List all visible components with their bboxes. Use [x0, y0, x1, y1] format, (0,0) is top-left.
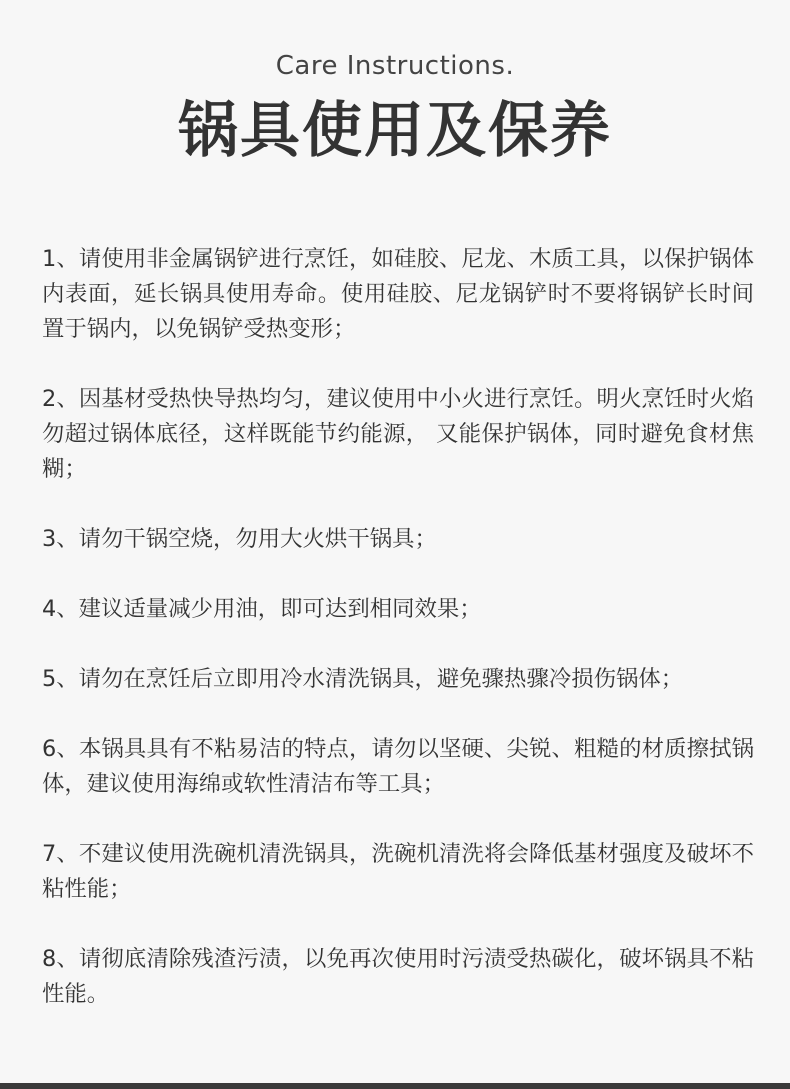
- instruction-item-4: 4、建议适量减少用油，即可达到相同效果；: [42, 596, 482, 622]
- page-title: 锅具使用及保养: [178, 96, 612, 166]
- instruction-item-7: 7、不建议使用洗碗机清洗锅具，洗碗机清洗将会降低基材强度及破坏不粘性能；: [42, 841, 754, 902]
- instruction-list: [42, 242, 754, 1047]
- instruction-item-6: 6、本锅具具有不粘易洁的特点，请勿以坚硬、尖锐、粗糙的材质擦拭锅体，建议使用海绵或软性清洁布等工具；: [42, 736, 754, 797]
- instruction-item-2: 2、因基材受热快导热均匀，建议使用中小火进行烹饪。明火烹饪时火焰勿超过锅体底径，这样既能节约能源， 又能保护锅体，同时避免食材焦糊；: [42, 386, 754, 482]
- instruction-item-8: 8、请彻底清除残渣污渍，以免再次使用时污渍受热碳化，破坏锅具不粘性能。: [42, 946, 754, 1007]
- instruction-item-1: 1、请使用非金属锅铲进行烹饪，如硅胶、尼龙、木质工具，以保护锅体内表面，延长锅具使用寿命。使用硅胶、尼龙锅铲时不要将锅铲长时间置于锅内，以免锅铲受热变形；: [42, 246, 754, 342]
- instruction-item-3: 3、请勿干锅空烧，勿用大火烘干锅具；: [42, 526, 437, 552]
- instruction-item-5: 5、请勿在烹饪后立即用冷水清洗锅具，避免骤热骤冷损伤锅体；: [42, 666, 684, 692]
- page-subtitle: Care Instructions.: [275, 51, 515, 81]
- bottom-divider-bar: [0, 1083, 790, 1089]
